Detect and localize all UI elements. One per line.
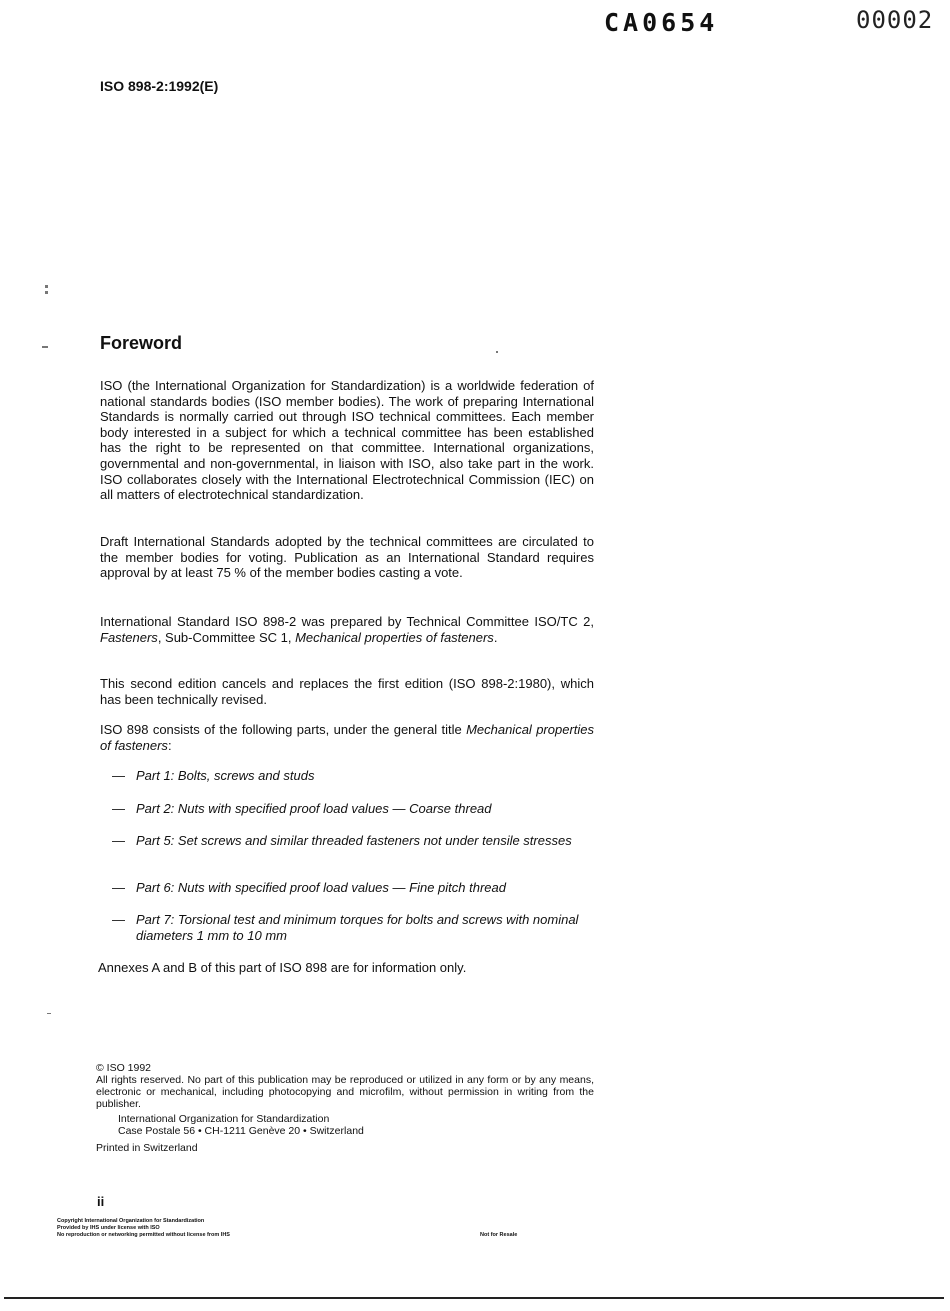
copyright-rights: All rights reserved. No part of this publication may be reproduced or utilized in any form or by any means, electronic or mechanical, including photocopying and microfilm, without permission in writing from the publisher. bbox=[96, 1074, 594, 1110]
p3-subcommittee-name: Mechanical properties of fasteners bbox=[295, 629, 494, 645]
list-dash: — bbox=[112, 880, 125, 895]
list-item-text: Part 2: Nuts with specified proof load values — Coarse thread bbox=[136, 801, 492, 816]
ihs-no-reproduction: No reproduction or networking permitted without license from IHS bbox=[57, 1232, 230, 1238]
scan-speck bbox=[45, 291, 48, 294]
copyright-line: © ISO 1992 bbox=[96, 1062, 152, 1074]
copyright-address: Case Postale 56 • CH-1211 Genève 20 • Switzerland bbox=[118, 1125, 364, 1137]
list-dash: — bbox=[112, 768, 125, 783]
list-dash: — bbox=[112, 801, 125, 816]
list-item-part-5 bbox=[112, 833, 596, 849]
foreword-paragraph-3 bbox=[100, 614, 594, 645]
scan-speck bbox=[496, 351, 498, 353]
p3-committee-name: Fasteners bbox=[100, 629, 158, 645]
list-item-text: Part 6: Nuts with specified proof load values — Fine pitch thread bbox=[136, 880, 506, 895]
ihs-copyright: Copyright International Organization for Standardization bbox=[57, 1218, 205, 1224]
foreword-paragraph-5 bbox=[100, 722, 594, 753]
stamp-number: 00002 bbox=[856, 6, 934, 34]
list-item-part-2 bbox=[112, 801, 606, 817]
stamp-code: CA0654 bbox=[604, 8, 719, 37]
scan-speck bbox=[42, 346, 48, 348]
printed-in: Printed in Switzerland bbox=[96, 1142, 198, 1154]
foreword-title: Foreword bbox=[100, 333, 183, 353]
foreword-paragraph-2: Draft International Standards adopted by the technical committees are circulated to the member bodies for voting. Publication as an International Standard requires approval by at least 75 % of the member bodies casting a vote. bbox=[100, 534, 594, 581]
scan-bottom-edge bbox=[4, 1297, 944, 1299]
ihs-provided: Provided by IHS under license with ISO bbox=[57, 1225, 160, 1231]
copyright-org: International Organization for Standardization bbox=[118, 1113, 330, 1125]
p5-text-a: ISO 898 consists of the following parts, under the general title bbox=[100, 722, 467, 737]
p3-text-a: International Standard ISO 898-2 was prepared by Technical Committee ISO/TC 2, bbox=[100, 614, 594, 629]
list-item-part-6 bbox=[112, 880, 606, 896]
p5-general-title: Mechanical properties of fasteners bbox=[100, 722, 594, 753]
list-item-text: Part 7: Torsional test and minimum torques for bolts and screws with nominal diameters 1 mm to 10 mm bbox=[136, 912, 579, 943]
foreword-paragraph-4: This second edition cancels and replaces the first edition (ISO 898-2:1980), which has been technically revised. bbox=[100, 676, 594, 707]
list-dash: — bbox=[112, 833, 125, 848]
list-dash: — bbox=[112, 912, 125, 927]
scan-speck bbox=[47, 1013, 51, 1014]
list-item-part-7 bbox=[112, 912, 596, 943]
p5-text-c: : bbox=[167, 737, 172, 753]
list-item-text: Part 1: Bolts, screws and studs bbox=[136, 768, 315, 783]
annexes-note: Annexes A and B of this part of ISO 898 are for information only. bbox=[98, 960, 467, 975]
page-number: ii bbox=[97, 1194, 105, 1209]
list-item-text: Part 5: Set screws and similar threaded fasteners not under tensile stresses bbox=[136, 833, 572, 848]
scan-speck bbox=[45, 285, 48, 288]
not-for-resale: Not for Resale bbox=[480, 1232, 518, 1238]
document-id: ISO 898-2:1992(E) bbox=[100, 78, 219, 94]
foreword-paragraph-1: ISO (the International Organization for Standardization) is a worldwide federation of national standards bodies (ISO member bodies). The work of preparing International Standards is normally carried out through ISO technical committees. Each member body interested in a subject for which a technical committee has been established has the right to be represented on that committee. International organizations, governmental and non-governmental, in liaison with ISO, also take part in the work. ISO collaborates closely with the International Electrotechnical Commission (IEC) on all matters of electrotechnical standardization. bbox=[100, 378, 594, 503]
p3-text-e: . bbox=[493, 629, 498, 645]
p3-text-c: , Sub-Committee SC 1, bbox=[157, 629, 296, 645]
list-item-part-1 bbox=[112, 768, 606, 784]
